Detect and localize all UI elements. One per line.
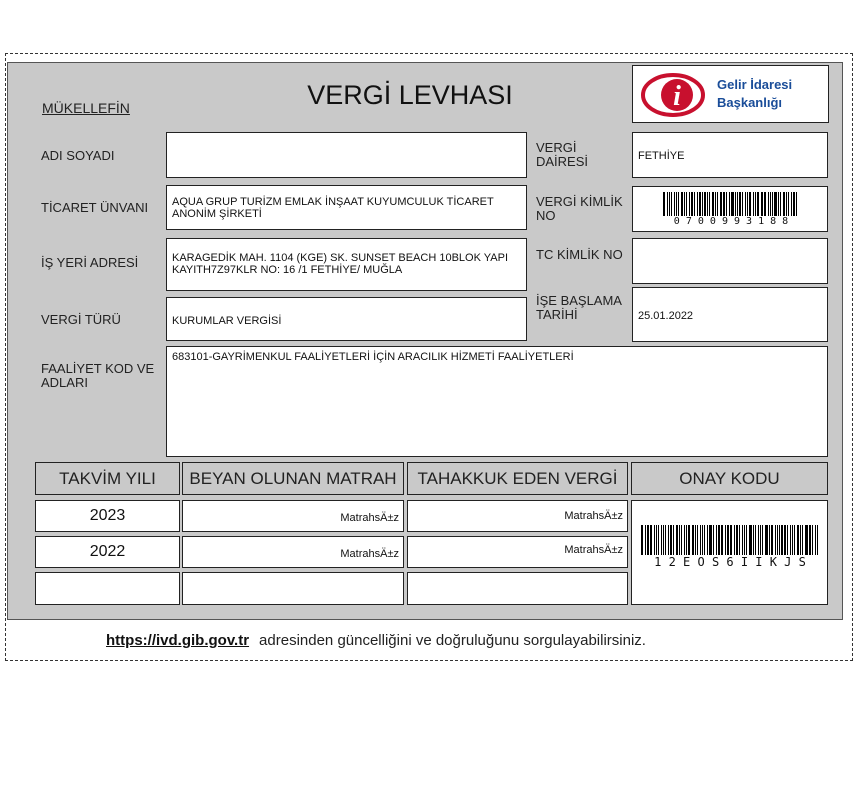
row-1-year: 2023: [35, 500, 180, 532]
barcode-bar: [695, 525, 696, 555]
ise-baslama-value: 25.01.2022: [632, 287, 828, 342]
barcode-bar: [700, 525, 701, 555]
barcode-bar: [812, 525, 814, 555]
barcode-bar: [730, 525, 732, 555]
barcode-bar: [707, 192, 708, 216]
barcode-bar: [758, 525, 759, 555]
row-1-matrah: MatrahsÄ±z: [182, 500, 404, 532]
barcode-bar: [697, 192, 698, 216]
page-title: VERGİ LEVHASI: [307, 80, 513, 110]
tc-kimlik-value: [632, 238, 828, 284]
barcode-bar: [769, 525, 771, 555]
gib-logo-icon: [639, 70, 709, 120]
vergi-dairesi-value: FETHİYE: [632, 132, 828, 178]
barcode-bar: [744, 525, 745, 555]
barcode-bar: [704, 192, 706, 216]
barcode-bar: [716, 525, 717, 555]
barcode-bar: [797, 525, 799, 555]
barcode-bar: [678, 192, 679, 216]
barcode-bar: [742, 525, 743, 555]
logo-line-2: Başkanlığı: [717, 95, 783, 110]
barcode-bar: [715, 192, 716, 216]
vergi-kimlik-label: VERGİ KİMLİK NO: [536, 194, 623, 223]
barcode-bar: [709, 525, 712, 555]
barcode-bar: [650, 525, 652, 555]
ticaret-unvani-label: TİCARET ÜNVANI: [41, 200, 149, 215]
barcode-bar: [725, 525, 726, 555]
faaliyet-value: 683101-GAYRİMENKUL FAALİYETLERİ İÇİN ARACILIK HİZMETİ FAALİYETLERİ: [166, 346, 828, 457]
barcode-bar: [755, 525, 757, 555]
barcode-bar: [780, 192, 782, 216]
barcode-bar: [762, 525, 763, 555]
barcode-bar: [781, 525, 783, 555]
barcode-bar: [654, 525, 655, 555]
barcode-bar: [691, 192, 693, 216]
barcode-bar: [761, 192, 762, 216]
barcode-bar: [772, 192, 773, 216]
barcode-bar: [747, 192, 748, 216]
barcode-bar: [739, 525, 740, 555]
barcode-bar: [745, 192, 746, 216]
barcode-bar: [757, 192, 759, 216]
barcode-bar: [796, 192, 798, 216]
barcode-bar: [645, 525, 647, 555]
barcode-bar: [778, 192, 779, 216]
mukellefin-heading: MÜKELLEFİN: [42, 100, 130, 116]
barcode-bar: [775, 525, 776, 555]
ticaret-unvani-value: AQUA GRUP TURİZM EMLAK İNŞAAT KUYUMCULUK TİCARET ANONİM ŞİRKETİ: [166, 185, 527, 230]
vergi-turu-label: VERGİ TÜRÜ: [41, 312, 121, 327]
header-onay-kodu: ONAY KODU: [631, 462, 828, 495]
barcode-bar: [809, 525, 811, 555]
svg-text:i: i: [673, 81, 681, 112]
barcode-bar: [712, 192, 714, 216]
barcode-bar: [786, 192, 787, 216]
barcode-bar: [726, 192, 727, 216]
vergi-kimlik-value: 0 7 0 0 9 9 3 1 8 8: [673, 216, 789, 227]
vergi-kimlik-box: [632, 186, 828, 232]
barcode-bar: [688, 525, 690, 555]
barcode-bar: [805, 525, 808, 555]
barcode-bar: [674, 192, 675, 216]
barcode-bar: [779, 525, 780, 555]
barcode-bar: [736, 525, 738, 555]
is-yeri-adresi-value: KARAGEDİK MAH. 1104 (KGE) SK. SUNSET BEACH 10BLOK YAPI KAYITH7Z97KLR NO: 16 /1 FETHİYE/ MUĞLA: [166, 238, 527, 291]
adi-soyadi-label: ADI SOYADI: [41, 148, 115, 163]
barcode-bar: [713, 525, 715, 555]
vergi-turu-value: KURUMLAR VERGİSİ: [166, 297, 527, 341]
onay-kodu-barcode: [641, 525, 819, 555]
barcode-bar: [815, 525, 816, 555]
barcode-bar: [681, 192, 683, 216]
gib-logo: [632, 65, 829, 123]
barcode-bar: [673, 525, 674, 555]
adi-soyadi-value: [166, 132, 527, 178]
barcode-bar: [727, 525, 729, 555]
barcode-bar: [729, 192, 730, 216]
barcode-bar: [753, 525, 754, 555]
barcode-bar: [783, 192, 785, 216]
barcode-bar: [791, 192, 792, 216]
barcode-bar: [800, 525, 801, 555]
barcode-bar: [670, 525, 672, 555]
ivd-link[interactable]: https://ivd.gib.gov.tr: [106, 632, 250, 649]
barcode-bar: [771, 525, 773, 555]
barcode-bar: [668, 525, 670, 555]
barcode-bar: [686, 192, 687, 216]
barcode-bar: [774, 192, 776, 216]
barcode-bar: [658, 525, 659, 555]
onay-kodu-box: [631, 500, 828, 605]
barcode-bar: [661, 525, 662, 555]
row-2-year: 2022: [35, 536, 180, 568]
barcode-bar: [793, 192, 795, 216]
barcode-bar: [676, 525, 678, 555]
barcode-bar: [689, 192, 690, 216]
barcode-bar: [802, 525, 804, 555]
barcode-bar: [723, 192, 725, 216]
barcode-bar: [704, 525, 705, 555]
vergi-kimlik-barcode: [663, 192, 799, 216]
barcode-bar: [671, 192, 672, 216]
barcode-bar: [718, 525, 720, 555]
is-yeri-adresi-label: İŞ YERİ ADRESİ: [41, 255, 139, 270]
barcode-bar: [770, 192, 771, 216]
barcode-bar: [739, 192, 741, 216]
barcode-bar: [817, 525, 818, 555]
barcode-bar: [707, 525, 708, 555]
footer-text: adresinden güncelliğini ve doğruluğunu sorgulayabilirsiniz.: [259, 632, 646, 649]
barcode-bar: [765, 525, 768, 555]
row-3-vergi: [407, 572, 628, 605]
barcode-bar: [665, 525, 666, 555]
barcode-bar: [753, 192, 754, 216]
barcode-bar: [749, 525, 752, 555]
barcode-bar: [749, 192, 751, 216]
barcode-bar: [709, 192, 711, 216]
barcode-bar: [667, 192, 669, 216]
row-2-vergi: MatrahsÄ±z: [407, 536, 628, 568]
row-3-year: [35, 572, 180, 605]
barcode-bar: [790, 525, 792, 555]
barcode-bar: [669, 192, 670, 216]
barcode-bar: [731, 192, 733, 216]
header-tahakkuk-vergi: TAHAKKUK EDEN VERGİ: [407, 462, 628, 495]
tc-kimlik-label: TC KİMLİK NO: [536, 247, 623, 262]
barcode-bar: [777, 525, 778, 555]
barcode-bar: [787, 525, 788, 555]
barcode-bar: [684, 192, 686, 216]
barcode-bar: [679, 525, 681, 555]
barcode-bar: [760, 525, 761, 555]
barcode-bar: [702, 525, 704, 555]
barcode-bar: [721, 525, 724, 555]
onay-kodu-value: 1 2 E O S 6 I I K J S: [654, 555, 806, 569]
barcode-bar: [792, 525, 793, 555]
vergi-dairesi-label: VERGİ DAİRESİ: [536, 140, 589, 169]
logo-line-1: Gelir İdaresi: [717, 77, 793, 92]
barcode-bar: [702, 192, 703, 216]
barcode-bar: [784, 525, 786, 555]
barcode-bar: [692, 525, 695, 555]
barcode-bar: [699, 192, 701, 216]
footer-note: [106, 632, 646, 649]
row-2-matrah: MatrahsÄ±z: [182, 536, 404, 568]
barcode-bar: [641, 525, 643, 555]
row-3-matrah: [182, 572, 404, 605]
barcode-bar: [764, 192, 766, 216]
header-takvim-yili: TAKVİM YILI: [35, 462, 180, 495]
barcode-bar: [681, 525, 682, 555]
barcode-bar: [717, 192, 718, 216]
barcode-bar: [794, 525, 795, 555]
barcode-bar: [720, 192, 722, 216]
faaliyet-label: FAALİYET KOD VE ADLARI: [41, 361, 155, 390]
barcode-bar: [755, 192, 756, 216]
barcode-bar: [768, 192, 769, 216]
barcode-bar: [663, 192, 665, 216]
barcode-bar: [762, 192, 763, 216]
barcode-bar: [676, 192, 678, 216]
barcode-bar: [734, 525, 736, 555]
barcode-bar: [647, 525, 649, 555]
barcode-bar: [742, 192, 744, 216]
barcode-bar: [746, 525, 748, 555]
barcode-bar: [686, 525, 687, 555]
barcode-bar: [684, 525, 685, 555]
barcode-bar: [788, 192, 790, 216]
barcode-bar: [663, 525, 664, 555]
barcode-bar: [737, 192, 738, 216]
header-beyan-matrah: BEYAN OLUNAN MATRAH: [182, 462, 404, 495]
barcode-bar: [697, 525, 698, 555]
barcode-bar: [656, 525, 658, 555]
row-1-vergi: MatrahsÄ±z: [407, 500, 628, 532]
barcode-bar: [694, 192, 696, 216]
barcode-bar: [735, 192, 736, 216]
ise-baslama-label: İŞE BAŞLAMA TARİHİ: [536, 293, 622, 322]
